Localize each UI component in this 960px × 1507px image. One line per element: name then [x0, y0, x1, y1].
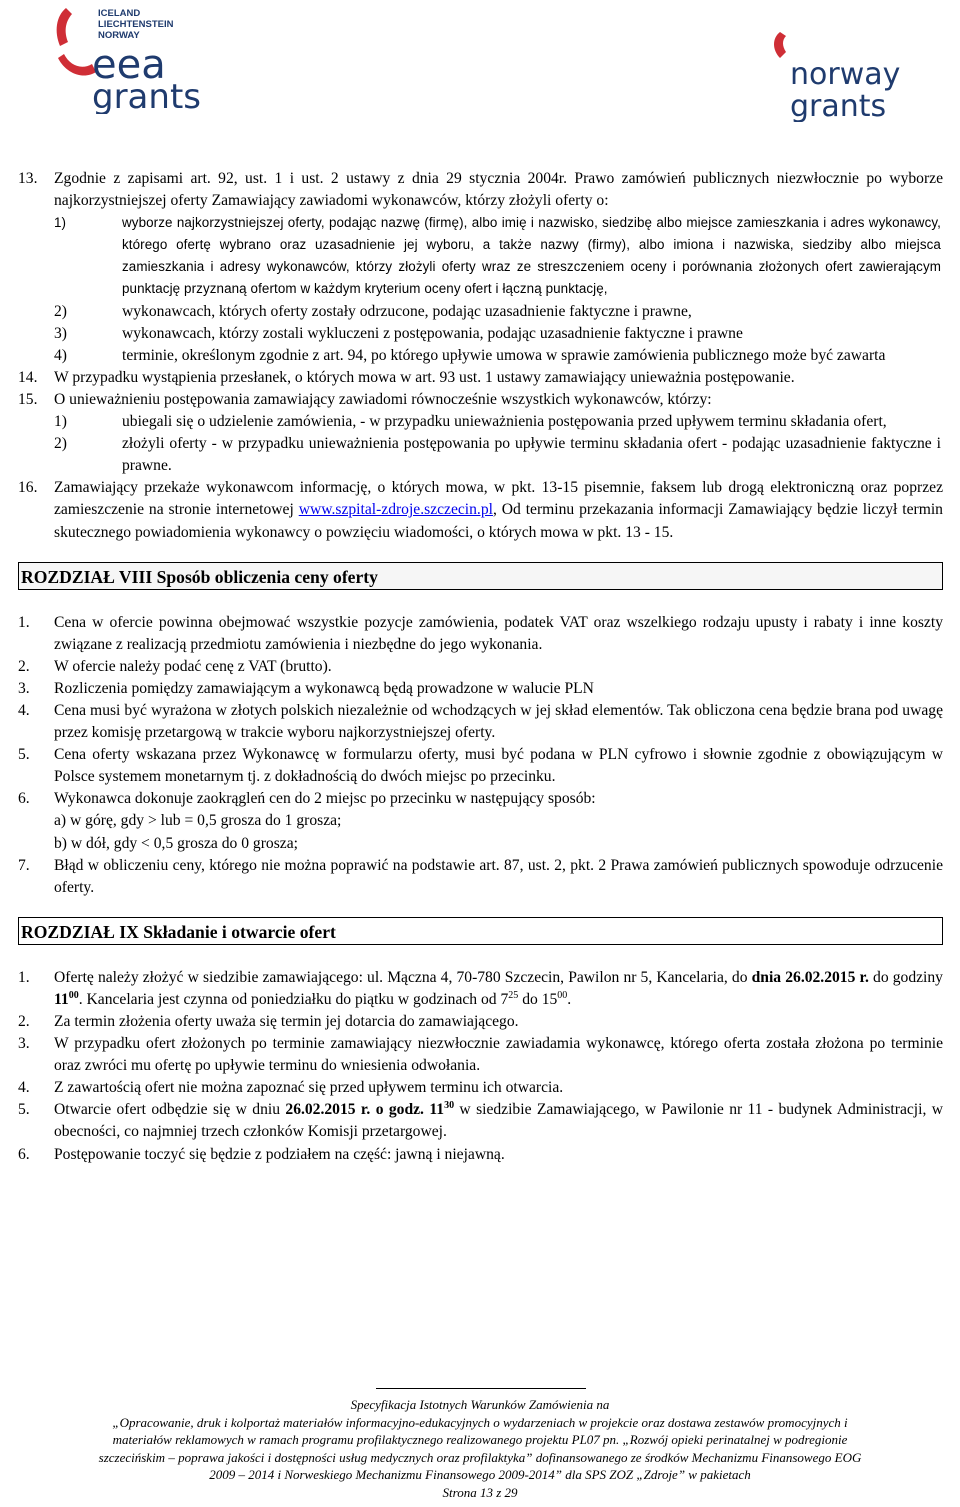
- item-text: Otwarcie ofert odbędzie się w dniu: [54, 1101, 286, 1119]
- subitem-number: 3): [54, 324, 67, 342]
- item-text: W przypadku ofert złożonych po terminie zamawiający niezwłocznie zawiadamia wykonawcę, którego oferta została złożona po terminie oraz zwróci mu ofertę po upływie terminu do wniesienia odwołania.: [54, 1035, 943, 1075]
- subitem-13-1: [18, 212, 943, 300]
- item-text: Cena oferty wskazana przez Wykonawcę w formularzu oferty, musi być podana w PLN cyfrowo i słownie zgodnie z obowiązującym w Polsce systemem monetarnym tj. z dokładnością do dwóch miejsc po przecinku.: [54, 746, 943, 786]
- eea-logo-grants: grants: [92, 77, 201, 114]
- section9-item-3: [18, 1033, 943, 1077]
- norway-grants-logo: [770, 30, 920, 122]
- subitem-15-1: [18, 411, 943, 433]
- eea-emblem-icon: [57, 8, 96, 76]
- opening-hour-minutes: 30: [444, 1100, 455, 1112]
- deadline-date: dnia 26.02.2015 r.: [751, 968, 869, 986]
- item-text: Za termin złożenia oferty uważa się termin jej dotarcia do zamawiającego.: [54, 1013, 519, 1030]
- item-text-continued: , Od terminu przekazania informacji Zamawiający będzie liczył termin skutecznego powiadomienia wykonawcy o powzięciu wiadomości, o których mowa w pkt. 13 - 15.: [54, 501, 943, 541]
- item-text: Rozliczenia pomiędzy zamawiającym a wykonawcą będą prowadzone w walucie PLN: [54, 679, 594, 697]
- footer-line: 2009 – 2014 i Norweskiego Mechanizmu Finansowego 2009-2014” dla SPS ZOZ „Zdroje” w pakietach: [209, 1467, 751, 1483]
- section9-item-4: [18, 1077, 943, 1099]
- opening-minutes: 25: [508, 989, 519, 1001]
- hospital-website-link[interactable]: www.szpital-zdroje.szczecin.pl: [298, 501, 493, 519]
- section8-item-5: [18, 744, 943, 788]
- item-number: 1.: [18, 968, 30, 986]
- item-text: w siedzibie Zamawiającego, w Pawilonie nr 11 - budynek Administracji, w obecności, co najmniej trzech członków Komisji przetargowej.: [54, 1101, 943, 1141]
- page-number: Strona 13 z 29: [442, 1484, 518, 1500]
- item-text: Zgodnie z zapisami art. 92, ust. 1 i ust. 2 ustawy z dnia 29 stycznia 2004r. Prawo zamówień publicznych niezwłocznie po wyborze najkorzystniejszej oferty Zamawiający zawiadomi wykonawców, którzy złożyli oferty o:: [54, 170, 943, 210]
- item-number: 14.: [18, 368, 38, 386]
- section9-item-1: [18, 967, 943, 1011]
- footer-line: szczecińskim – poprawa jakości i dostępności usług medycznych oraz profilaktyka” dofinansowanego ze środków Mechanizmu Finansowego EOG: [98, 1449, 862, 1465]
- item-number: 16.: [18, 479, 38, 497]
- opening-hour: [376, 1101, 454, 1118]
- item-text: . Kancelaria jest czynna od poniedziałku do piątku w godzinach od 7: [78, 990, 509, 1008]
- item-text: Zamawiający przekaże wykonawcom informację, o których mowa, w pkt. 13-15 pisemnie, faksem lub drogą elektroniczną oraz poprzez zamieszczenie na stronie internetowej: [54, 479, 943, 519]
- item-number: 4.: [18, 1079, 30, 1097]
- norway-emblem-icon: [774, 32, 786, 58]
- item-text: O unieważnieniu postępowania zamawiający zawiadomi równocześnie wszystkich wykonawców, którzy:: [54, 390, 712, 408]
- item-number: 1.: [18, 613, 30, 631]
- deadline-hour-value: 11: [54, 990, 69, 1008]
- subitem-number: 4): [54, 346, 67, 364]
- rounding-rule-text: a) w górę, gdy > lub = 0,5 grosza do 1 grosza;: [54, 812, 342, 830]
- item-number: 2.: [18, 657, 30, 675]
- rounding-rule-text: b) w dół, gdy < 0,5 grosza do 0 grosza;: [54, 834, 298, 852]
- page-footer: [0, 1388, 960, 1502]
- subitem-text: wykonawcach, którzy zostali wykluczeni z postępowania, podając uzasadnienie faktyczne i prawne: [122, 324, 743, 342]
- list-item-13: [18, 168, 943, 212]
- deadline-minutes: 00: [68, 989, 79, 1001]
- item-number: 3.: [18, 1035, 30, 1053]
- item-text: Wykonawca dokonuje zaokrągleń cen do 2 miejsc po przecinku w następujący sposób:: [54, 790, 596, 808]
- item-number: 3.: [18, 679, 30, 697]
- item-text: Cena musi być wyrażona w złotych polskich niezależnie od wchodzących w jej skład elementów. Tak obliczona cena będzie brana pod uwagę przez komisję przetargową w trakcie wyboru najkorzystniejszej oferty.: [54, 701, 943, 742]
- subitem-13-3: [18, 323, 943, 345]
- item-text: Błąd w obliczeniu ceny, którego nie można poprawić na podstawie art. 87, ust. 2, pkt. 2 Prawa zamówień publicznych spowoduje odrzucenie oferty.: [54, 856, 943, 896]
- item-text: .: [567, 990, 572, 1008]
- rounding-rule-up: [18, 810, 943, 832]
- item-number: 15.: [18, 390, 38, 408]
- subitem-text: wyborze najkorzystniejszej oferty, podając nazwę (firmę), albo imię i nazwisko, siedzibę albo miejsce zamieszkania i adres wykonawcy, którego ofertę wybrano oraz uzasadnienie jej wyboru, a także nazwy (firmy), albo imiona i nazwiska, siedziby albo miejsca zamieszkania i adresy wykonawców, którzy złożyli oferty wraz ze streszczeniem oceny i porównania złożonych ofert zawierającym punktację przyznaną ofertom w każdym kryterium oceny ofert i łączną punktację,: [122, 215, 941, 297]
- item-text: Postępowanie toczyć się będzie z podziałem na część: jawną i niejawną.: [54, 1145, 505, 1163]
- section8-item-4: [18, 700, 943, 744]
- item-text: W ofercie należy podać cenę z VAT (brutto).: [54, 657, 332, 675]
- item-number: 5.: [18, 1101, 30, 1119]
- footer-title: Specyfikacja Istotnych Warunków Zamówienia na: [350, 1397, 610, 1412]
- opening-date: 26.02.2015 r.: [285, 1101, 371, 1119]
- opening-hour-value: o godz. 11: [375, 1101, 445, 1119]
- eea-grants-logo: [52, 2, 212, 114]
- subitem-number: 2): [54, 302, 67, 320]
- section8-item-7: [18, 855, 943, 899]
- item-text: Z zawartością ofert nie można zapoznać się przed upływem terminu ich otwarcia.: [54, 1079, 564, 1097]
- subitem-13-2: [18, 301, 943, 323]
- subitem-text: wykonawcach, których oferty zostały odrzucone, podając uzasadnienie faktyczne i prawne,: [122, 302, 692, 320]
- footer-line: „Opracowanie, druk i kolportaż materiałów informacyjno-edukacyjnych o wydarzeniach w projekcie oraz dostawa zestawów promocyjnych i: [112, 1414, 848, 1430]
- item-text: Ofertę należy złożyć w siedzibie zamawiającego: ul. Mączna 4, 70-780 Szczecin, Pawilon nr 5, Kancelaria, do: [54, 968, 752, 986]
- subitem-15-2: [18, 433, 943, 477]
- item-number: 13.: [18, 170, 38, 187]
- section8-item-6: [18, 788, 943, 810]
- item-number: 7.: [18, 856, 30, 874]
- subitem-number: 1): [54, 215, 67, 231]
- deadline-hour: [54, 991, 79, 1008]
- list-item-16: [18, 477, 943, 543]
- section9-item-5: [18, 1099, 943, 1143]
- section-heading-8: ROZDZIAŁ VIII Sposób obliczenia ceny oferty: [18, 562, 943, 590]
- eea-country-liechtenstein: LIECHTENSTEIN: [98, 19, 174, 30]
- norway-logo-word: norway: [790, 57, 901, 92]
- eea-country-norway: NORWAY: [98, 30, 140, 41]
- closing-minutes: 00: [557, 989, 568, 1001]
- item-number: 4.: [18, 701, 30, 719]
- subitem-13-4: [18, 345, 943, 367]
- item-text: do 15: [518, 990, 558, 1008]
- item-text: W przypadku wystąpienia przesłanek, o których mowa w art. 93 ust. 1 ustawy zamawiający unieważnia postępowanie.: [54, 368, 795, 386]
- subitem-text: terminie, określonym zgodnie z art. 94, po którego upływie umowa w sprawie zamówienia publicznego może być zawarta: [122, 346, 886, 364]
- item-number: 6.: [18, 790, 30, 808]
- subitem-text: ubiegali się o udzielenie zamówienia, - w przypadku unieważnienia postępowania przed upływem terminu składania ofert,: [122, 413, 887, 431]
- section8-item-3: [18, 678, 943, 700]
- footer-line: materiałów reklamowych w ramach programu profilaktycznego realizowanego projektu PL07 pn. „Rozwój opieki perinatalnej w podregionie: [112, 1432, 848, 1448]
- subitem-number: 2): [54, 435, 67, 453]
- subitem-text: złożyli oferty - w przypadku unieważnienia postępowania po upływie terminu składania ofert - podając uzasadnienie faktyczne i prawne.: [122, 435, 941, 475]
- subitem-number: 1): [54, 413, 67, 431]
- item-number: 6.: [18, 1145, 30, 1163]
- item-number: 5.: [18, 746, 30, 764]
- list-item-15: [18, 389, 943, 411]
- item-number: 2.: [18, 1013, 30, 1030]
- eea-logo-word: eea: [92, 42, 166, 88]
- eea-country-iceland: ICELAND: [98, 8, 141, 19]
- rounding-rule-down: [18, 833, 943, 855]
- list-item-14: [18, 367, 943, 389]
- item-text: do godziny: [868, 968, 943, 986]
- section9-item-6: [18, 1144, 943, 1166]
- norway-logo-grants: grants: [790, 89, 887, 122]
- document-body: [18, 168, 943, 1166]
- section-heading-9: ROZDZIAŁ IX Składanie i otwarcie ofert: [18, 917, 943, 945]
- item-text: Cena w ofercie powinna obejmować wszystkie pozycje zamówienia, podatek VAT oraz wszelkiego rodzaju upusty i rabaty i inne koszty związane z realizacją przedmiotu zamówienia i niezbędne do jego wykonania.: [54, 613, 943, 653]
- section8-item-2: [18, 656, 943, 678]
- section8-item-1: [18, 612, 943, 656]
- section9-item-2: [18, 1011, 943, 1033]
